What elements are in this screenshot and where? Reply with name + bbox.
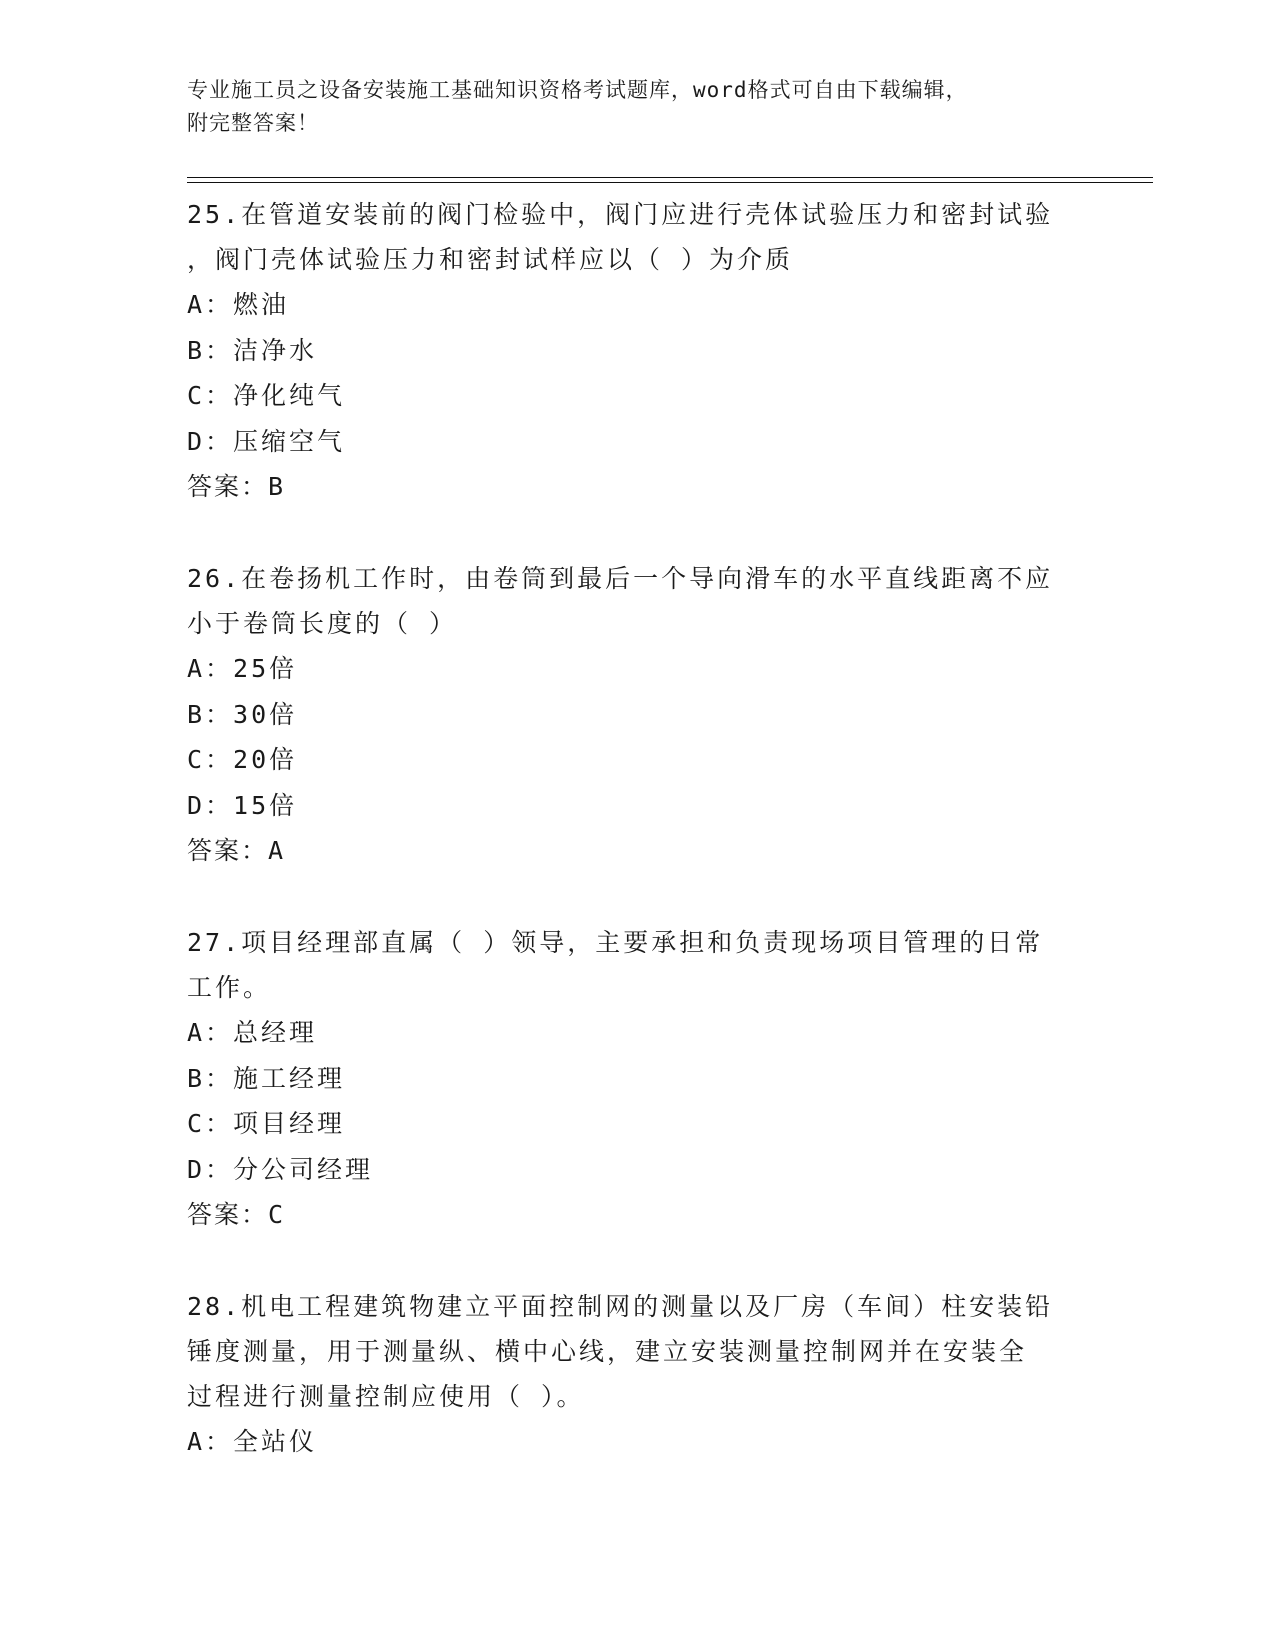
option-a: A：全站仪 <box>187 1427 318 1456</box>
header-divider-top <box>187 177 1153 178</box>
question-25 <box>187 192 1087 509</box>
question-stem-line: 26.在卷扬机工作时，由卷筒到最后一个导向滑车的水平直线距离不应 <box>187 564 1054 593</box>
option-a: A：燃油 <box>187 290 290 319</box>
question-stem-line: 小于卷筒长度的（ ） <box>187 609 458 638</box>
answer: 答案：C <box>187 1200 286 1229</box>
option-a: A：25倍 <box>187 654 298 683</box>
question-stem-line: 27.项目经理部直属（ ）领导，主要承担和负责现场项目管理的日常 <box>187 928 1044 957</box>
question-stem-line: ，阀门壳体试验压力和密封试样应以（ ）为介质 <box>187 245 794 274</box>
header-line-2: 附完整答案！ <box>187 111 319 135</box>
answer: 答案：B <box>187 472 286 501</box>
question-stem-line: 锤度测量，用于测量纵、横中心线，建立安装测量控制网并在安装全 <box>187 1337 1028 1366</box>
question-stem-line: 28.机电工程建筑物建立平面控制网的测量以及厂房（车间）柱安装铅 <box>187 1292 1054 1321</box>
question-27 <box>187 920 1087 1237</box>
option-c: C：净化纯气 <box>187 381 346 410</box>
question-stem-line: 25.在管道安装前的阀门检验中，阀门应进行壳体试验压力和密封试验 <box>187 200 1054 229</box>
option-b: B：洁净水 <box>187 335 318 365</box>
option-c: C：项目经理 <box>187 1109 346 1138</box>
question-stem-line: 工作。 <box>187 973 272 1002</box>
header-line-1: 专业施工员之设备安装施工基础知识资格考试题库，word格式可自由下载编辑， <box>187 78 968 102</box>
document-header <box>187 74 1087 140</box>
question-26 <box>187 556 1087 873</box>
option-c: C：20倍 <box>187 745 298 774</box>
option-a: A：总经理 <box>187 1018 318 1047</box>
header-divider-bottom <box>187 182 1153 183</box>
option-d: D：压缩空气 <box>187 426 346 456</box>
answer: 答案：A <box>187 836 286 865</box>
option-b: B：30倍 <box>187 699 298 729</box>
question-28 <box>187 1284 1087 1465</box>
question-list <box>187 192 1087 1512</box>
question-stem-line: 过程进行测量控制应使用（ ）。 <box>187 1382 585 1411</box>
option-b: B：施工经理 <box>187 1063 346 1093</box>
option-d: D：15倍 <box>187 790 298 820</box>
option-d: D：分公司经理 <box>187 1154 374 1184</box>
